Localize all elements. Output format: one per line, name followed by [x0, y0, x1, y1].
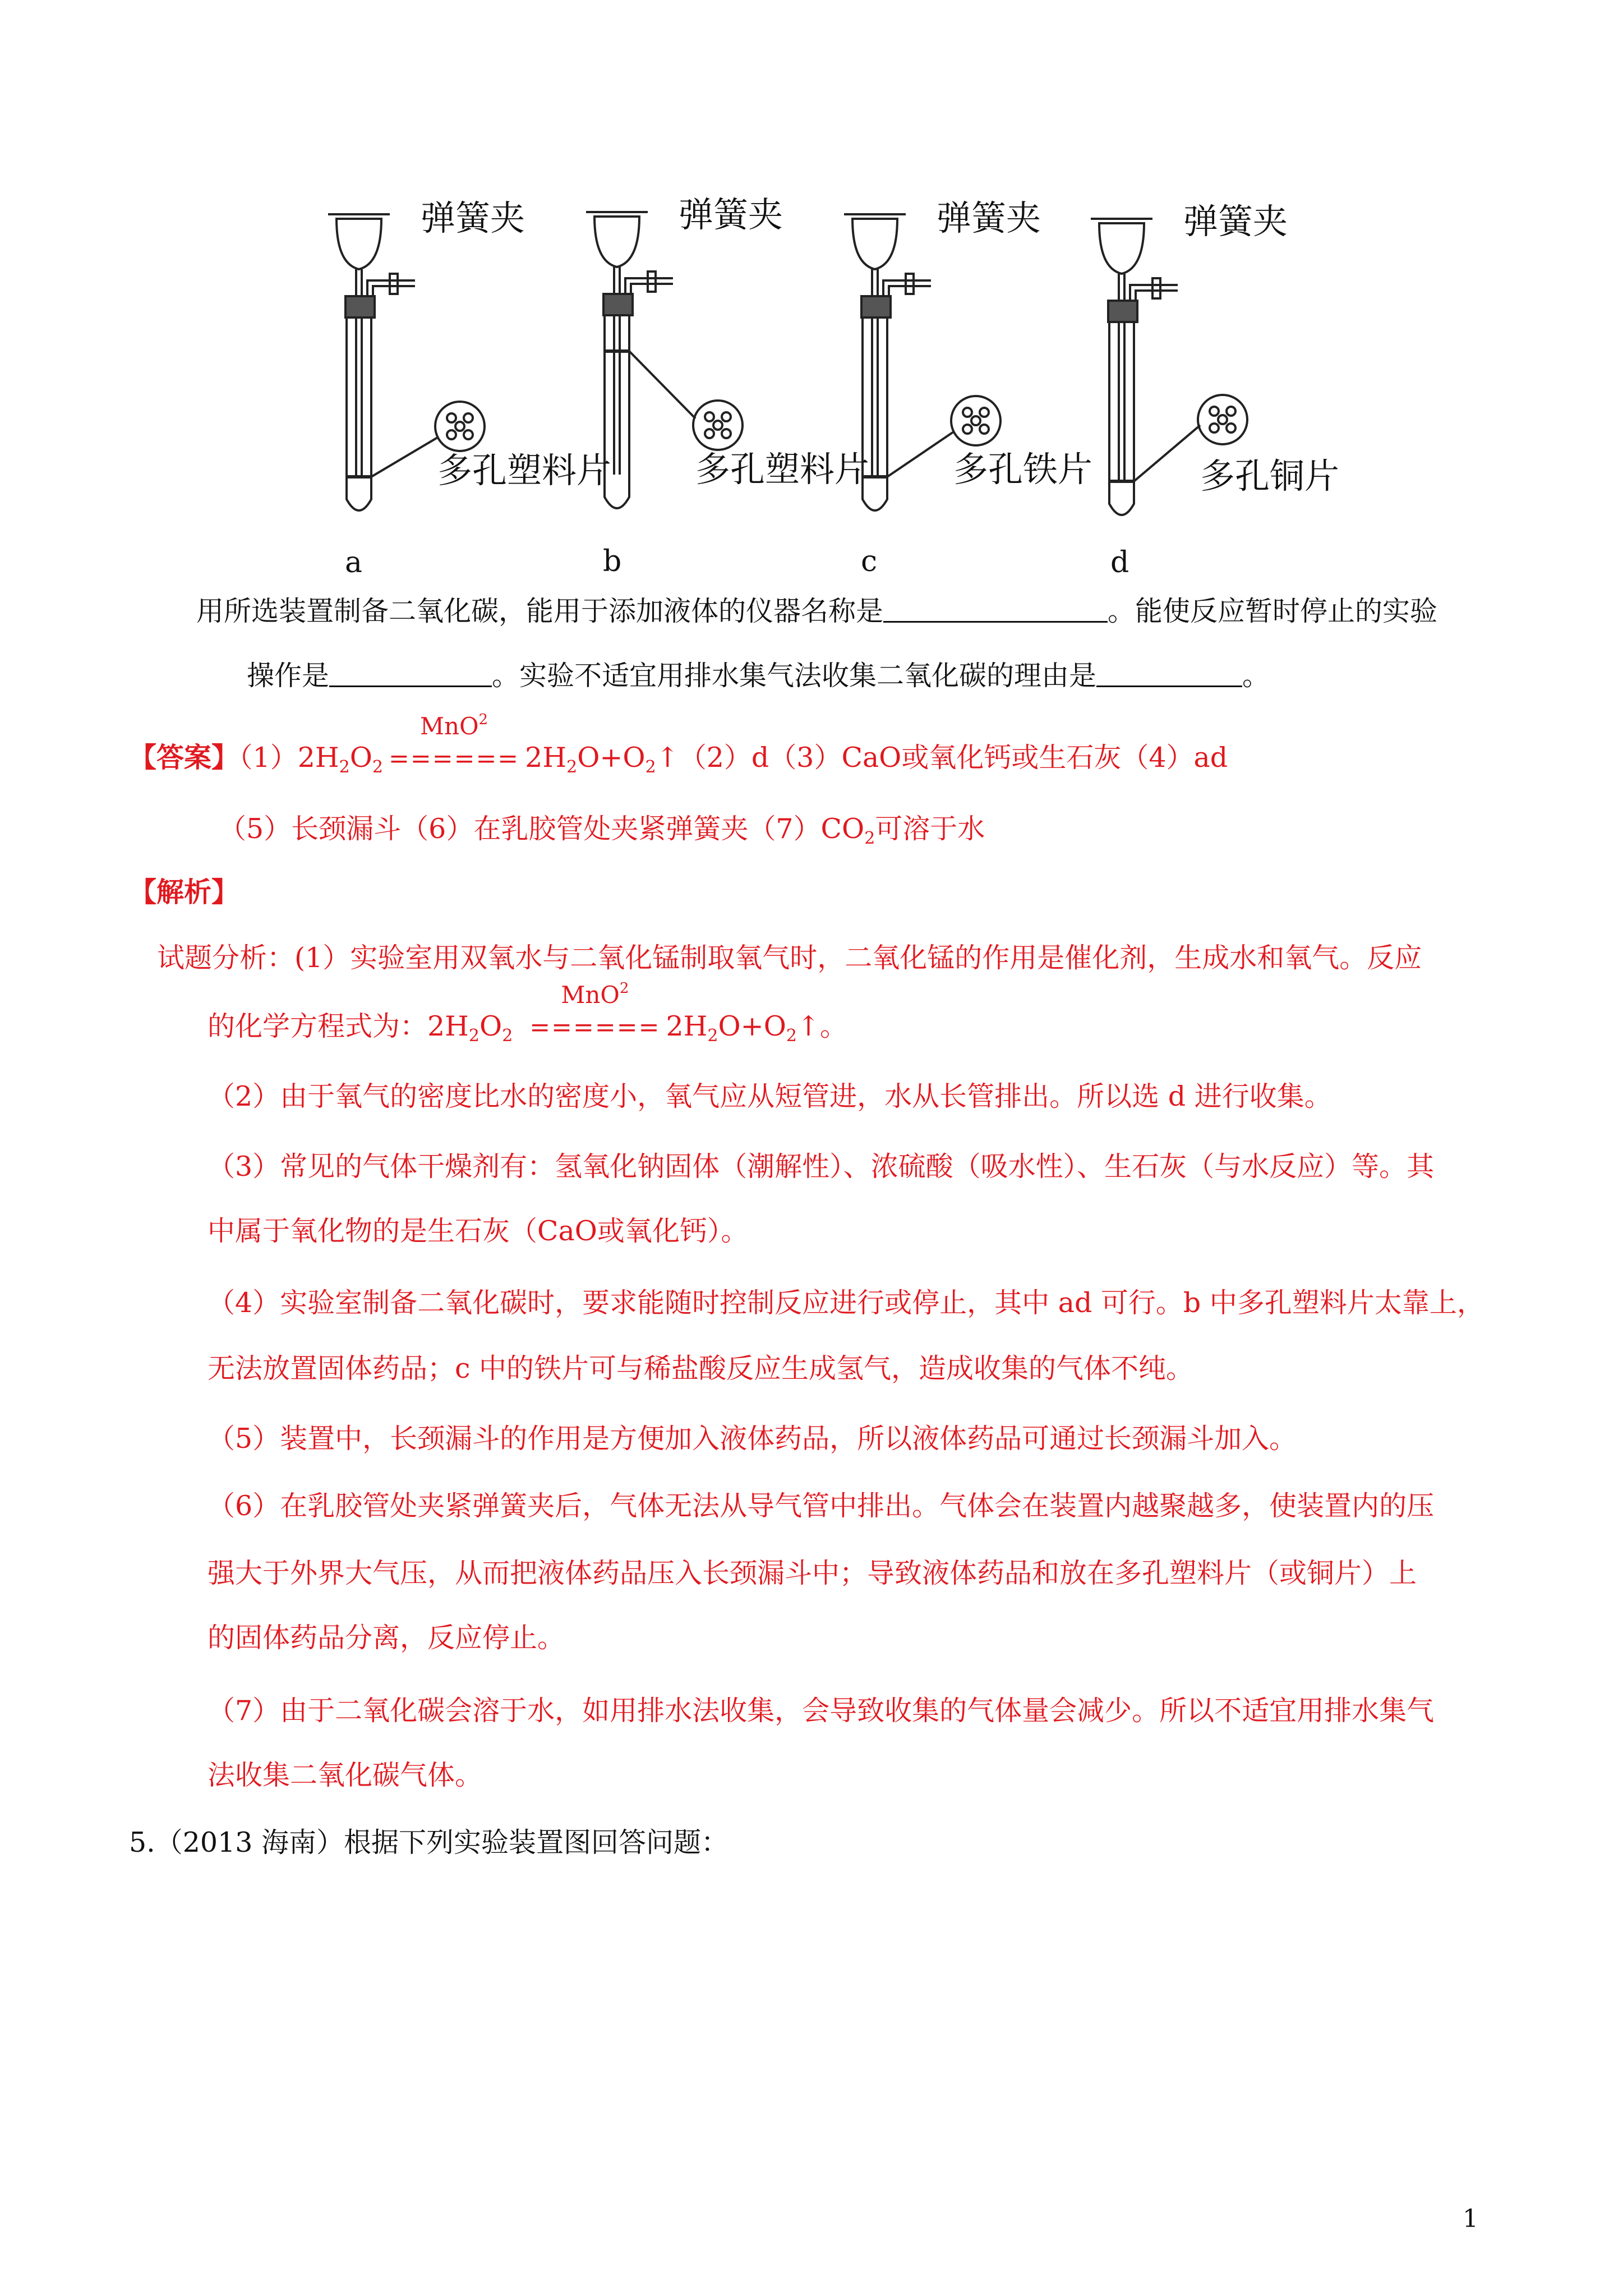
next-question: 5.（2013 海南）根据下列实验装置图回答问题：: [129, 1826, 729, 1858]
analysis-line-3: （2）由于氧气的密度比水的密度小，氧气应从短管进，水从长管排出。所以选 d 进行收集。: [208, 1080, 1332, 1112]
plate-label-d: 多孔铜片: [1200, 455, 1340, 496]
analysis-label: 【解析】: [129, 876, 239, 908]
analysis-line-6: （4）实验室制备二氧化碳时，要求能随时控制反应进行或停止，其中 ad 可行。b 中多孔塑料片太靠上，: [208, 1287, 1484, 1319]
analysis-line-1: 试题分析：(1）实验室用双氧水与二氧化锰制取氧气时，二氧化锰的作用是催化剂，生成水和氧气。反应: [157, 942, 1422, 974]
letter-a: a: [345, 546, 363, 579]
reaction-condition: MnO$^2$ ======: [388, 711, 520, 773]
question-line-2: 操作是 。实验不适宜用排水集气法收集二氧化碳的理由是 。: [247, 660, 1270, 692]
analysis-line-13: 法收集二氧化碳气体。: [208, 1759, 483, 1791]
answer-line-2: （5）长颈漏斗（6）在乳胶管处夹紧弹簧夹$(7)CO_2$可溶于水: [219, 813, 985, 848]
letter-b: b: [603, 545, 622, 578]
apparatus-figure: [292, 185, 1357, 589]
analysis-line-12: （7）由于二氧化碳会溶于水，如用排水法收集，会导致收集的气体量会减少。所以不适宜用排水集气: [208, 1695, 1435, 1727]
answer-label: 【答案】: [129, 741, 239, 774]
analysis-line-11: 的固体药品分离，反应停止。: [208, 1622, 565, 1654]
analysis-line-2: 的化学方程式为：$2H_2O_2$ MnO$^2$ ====== $2H_2O+O_2↑$。: [208, 980, 848, 1046]
analysis-line-5: 中属于氧化物的是生石灰（CaO或氧化钙）。: [208, 1215, 749, 1247]
blank-operation[interactable]: [329, 661, 492, 687]
clip-label-c: 弹簧夹: [937, 197, 1041, 238]
analysis-line-9: （6）在乳胶管处夹紧弹簧夹后，气体无法从导气管中排出。气体会在装置内越聚越多，使装置内的压: [208, 1490, 1435, 1522]
clip-label-b: 弹簧夹: [679, 194, 783, 235]
page-number: 1: [1463, 2205, 1478, 2233]
letter-d: d: [1110, 546, 1129, 579]
question-line-1: 用所选装置制备二氧化碳，能用于添加液体的仪器名称是 。能使反应暂时停止的实验: [196, 595, 1438, 627]
blank-reason[interactable]: [1096, 661, 1242, 687]
blank-instrument[interactable]: [883, 596, 1108, 623]
analysis-line-4: （3）常见的气体干燥剂有：氢氧化钠固体（潮解性）、浓硫酸（吸水性）、生石灰（与水反应）等。其: [208, 1151, 1435, 1182]
answer-line-1: 【答案】$(1)2H_2O_2$ MnO$^2$ ====== $2H_2O+O_2↑(2)d(3)CaO$或氧化钙或生石灰（4）ad: [129, 711, 1228, 777]
analysis-line-7: 无法放置固体药品；c 中的铁片可与稀盐酸反应生成氢气，造成收集的气体不纯。: [208, 1352, 1194, 1384]
analysis-line-8: （5）装置中，长颈漏斗的作用是方便加入液体药品，所以液体药品可通过长颈漏斗加入。: [208, 1423, 1297, 1455]
letter-c: c: [861, 545, 878, 578]
plate-label-a: 多孔塑料片: [437, 450, 612, 491]
apparatus-diagram: [292, 185, 1357, 589]
clip-label-a: 弹簧夹: [421, 197, 525, 238]
plate-label-b: 多孔塑料片: [695, 449, 870, 490]
reaction-condition-2: MnO$^2$ ======: [529, 980, 661, 1042]
plate-label-c: 多孔铁片: [953, 449, 1093, 490]
clip-label-d: 弹簧夹: [1183, 201, 1288, 242]
analysis-line-10: 强大于外界大气压，从而把液体药品压入长颈漏斗中；导致液体药品和放在多孔塑料片（或铜片）上: [208, 1557, 1417, 1589]
